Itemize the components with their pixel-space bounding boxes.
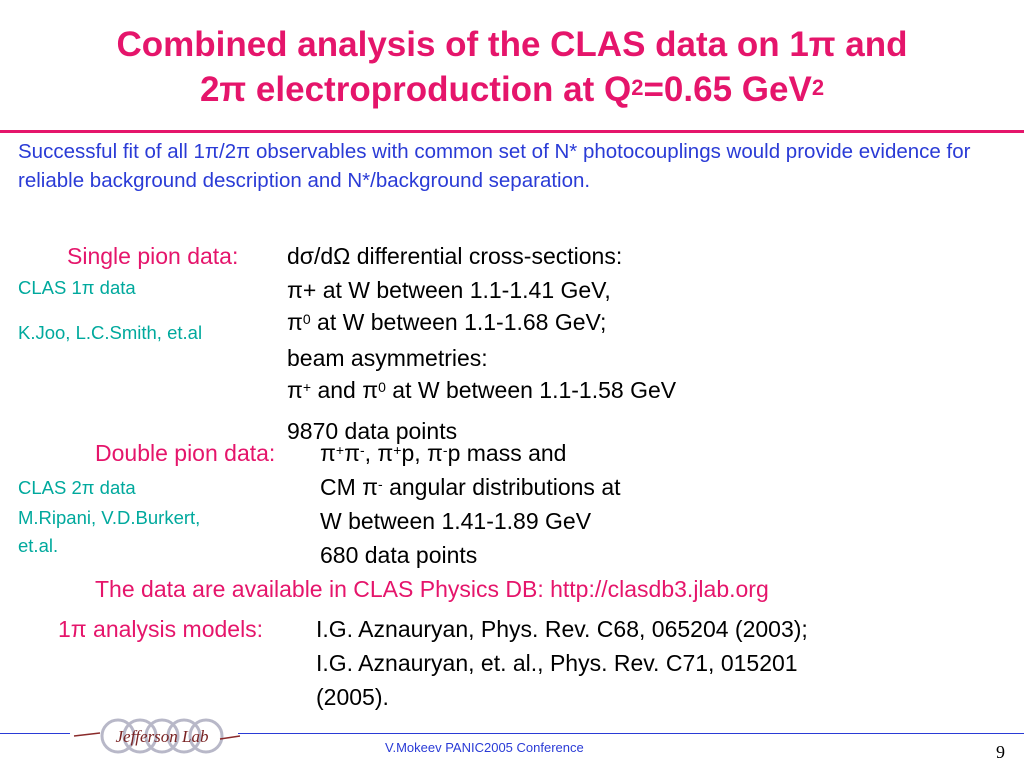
double-pion-line-2 [320, 470, 621, 504]
intro-text: Successful fit of all 1π/2π observables with common set of N* photocouplings would provide evidence for reliable background description and N*/background separation. [18, 140, 971, 192]
title-line-2-sup2: 2 [811, 75, 825, 100]
double-pion-line-2-b: angular distributions at [382, 474, 621, 500]
models-label: 1π analysis models: [58, 616, 264, 642]
single-pion-source: CLAS 1π data [18, 277, 136, 298]
models-ref-2: I.G. Aznauryan, et. al., Phys. Rev. C71, 015201 [316, 650, 798, 676]
page-number: 9 [996, 742, 1005, 762]
slide-title [0, 22, 1024, 112]
double-pion-line-1-e: p mass and [447, 440, 567, 466]
title-line-2 [0, 67, 1024, 112]
pi-symbol: π [344, 440, 360, 466]
models-ref-3: (2005). [316, 684, 389, 710]
double-pion-label: Double pion data: [95, 440, 276, 466]
double-pion-line-1 [320, 436, 566, 470]
title-divider [0, 130, 1024, 133]
superscript: - [378, 476, 383, 492]
double-pion-source: CLAS 2π data [18, 477, 136, 498]
superscript: - [359, 442, 365, 458]
double-pion-line-4: 680 data points [320, 542, 478, 568]
double-pion-authors-1: M.Ripani, V.D.Burkert, [18, 507, 201, 528]
superscript: 0 [378, 379, 386, 395]
title-line-2-main: 2π electroproduction at Q [199, 70, 632, 109]
single-pion-line-4: beam asymmetries: [287, 345, 488, 371]
pi-symbol: π [320, 440, 336, 466]
title-line-2-sup: 2 [631, 75, 644, 100]
superscript: + [335, 442, 345, 458]
title-line-1: Combined analysis of the CLAS data on 1π and [116, 25, 908, 64]
single-pion-line-1: dσ/dΩ differential cross-sections: [287, 243, 623, 269]
superscript: + [302, 379, 312, 395]
single-pion-line-2: π+ at W between 1.1-1.41 GeV, [287, 277, 611, 303]
title-line-2-mid: =0.65 GeV [643, 70, 812, 109]
single-pion-line-3-rest: at W between 1.1-1.68 GeV; [310, 309, 607, 335]
superscript: + [393, 442, 402, 458]
double-pion-line-1-d: p, π [401, 440, 443, 466]
superscript: - [442, 442, 448, 458]
footer-divider-right [238, 733, 1024, 734]
single-pion-line-5 [287, 373, 676, 407]
pi-symbol: π [287, 309, 303, 335]
pi-symbol: π [287, 377, 303, 403]
single-pion-line-5-mid: and π [311, 377, 379, 403]
footer-conference: V.Mokeev PANIC2005 Conference [385, 740, 584, 755]
single-pion-line-6: 9870 data points [287, 418, 458, 444]
single-pion-authors: K.Joo, L.C.Smith, et.al [18, 322, 203, 343]
superscript: 0 [302, 311, 311, 327]
data-availability-note: The data are available in CLAS Physics DB: http://clasdb3.jlab.org [95, 576, 769, 602]
double-pion-line-2-a: CM π [320, 474, 379, 500]
single-pion-line-3 [287, 305, 606, 339]
double-pion-line-1-c: , π [364, 440, 394, 466]
double-pion-line-3: W between 1.41-1.89 GeV [320, 508, 592, 534]
double-pion-authors-2: et.al. [18, 535, 59, 556]
jefferson-lab-logo [70, 716, 242, 761]
single-pion-label: Single pion data: [67, 243, 239, 269]
single-pion-line-5-rest: at W between 1.1-1.58 GeV [385, 377, 677, 403]
footer-divider-left [0, 733, 70, 734]
models-ref-1: I.G. Aznauryan, Phys. Rev. C68, 065204 (2003); [316, 616, 808, 642]
logo-text: Jefferson Lab [115, 727, 209, 746]
